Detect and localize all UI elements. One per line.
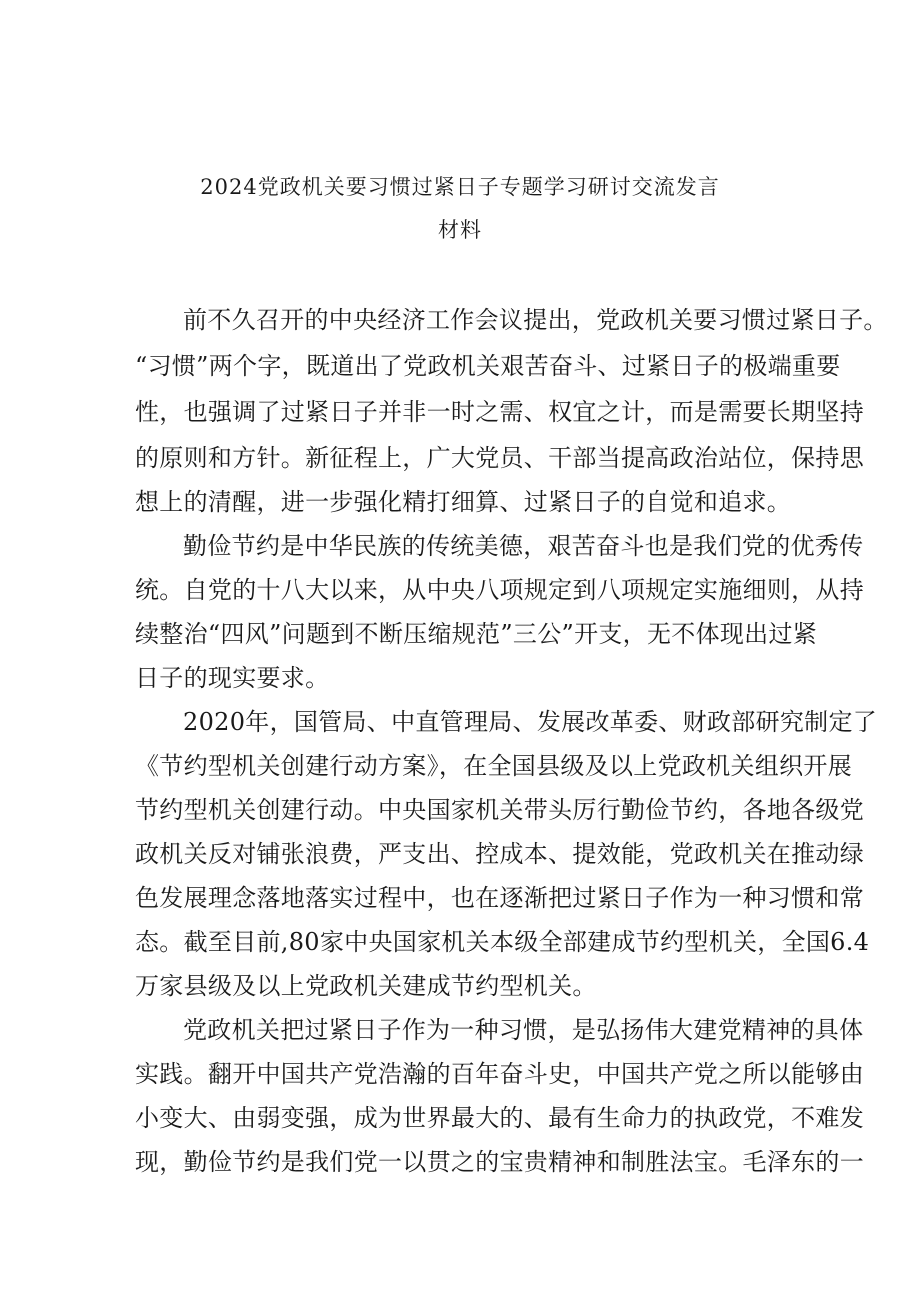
document-title-continued: 材料 — [438, 218, 482, 242]
paragraph-1-line-3: 性，也强调了过紧日子并非一时之需、权宜之计，而是需要长期坚持 — [135, 398, 864, 426]
paragraph-3-line-3: 节约型机关创建行动。中央国家机关带头厉行勤俭节约，各地各级党 — [135, 796, 864, 824]
paragraph-3-line-5: 色发展理念落地落实过程中，也在逐渐把过紧日子作为一种习惯和常 — [135, 884, 864, 912]
document-title: 2024党政机关要习惯过紧日子专题学习研讨交流发言 — [200, 175, 720, 199]
paragraph-3-line-1: 2020年，国管局、中直管理局、发展改革委、财政部研究制定了 — [183, 708, 878, 736]
paragraph-4-line-2: 实践。翻开中国共产党浩瀚的百年奋斗史，中国共产党之所以能够由 — [135, 1060, 864, 1088]
paragraph-1-line-2: “习惯”两个字，既道出了党政机关艰苦奋斗、过紧日子的极端重要 — [135, 352, 841, 380]
paragraph-3-line-2: 《节约型机关创建行动方案》，在全国县级及以上党政机关组织开展 — [135, 752, 852, 780]
paragraph-3-line-4: 政机关反对铺张浪费，严支出、控成本、提效能，党政机关在推动绿 — [135, 840, 864, 868]
paragraph-4-line-1: 党政机关把过紧日子作为一种习惯，是弘扬伟大建党精神的具体 — [183, 1016, 864, 1044]
paragraph-2-line-3: 续整治“四风”问题到不断压缩规范”三公”开支，无不体现出过紧 — [135, 620, 818, 648]
paragraph-1-line-1: 前不久召开的中央经济工作会议提出，党政机关要习惯过紧日子。 — [183, 306, 888, 334]
paragraph-2-line-1: 勤俭节约是中华民族的传统美德，艰苦奋斗也是我们党的优秀传 — [183, 532, 864, 560]
paragraph-1-line-4: 的原则和方针。新征程上，广大党员、干部当提高政治站位，保持思 — [135, 444, 864, 472]
paragraph-4-line-3: 小变大、由弱变强，成为世界最大的、最有生命力的执政党，不难发 — [135, 1104, 864, 1132]
paragraph-2-line-4: 日子的现实要求。 — [135, 664, 330, 692]
paragraph-3-line-7: 万家县级及以上党政机关建成节约型机关。 — [135, 972, 597, 1000]
paragraph-4-line-4: 现，勤俭节约是我们党一以贯之的宝贵精神和制胜法宝。毛泽东的一 — [135, 1148, 864, 1176]
paragraph-3-line-6: 态。截至目前,80家中央国家机关本级全部建成节约型机关，全国6.4 — [135, 928, 870, 956]
paragraph-2-line-2: 统。自党的十八大以来，从中央八项规定到八项规定实施细则，从持 — [135, 576, 864, 604]
paragraph-1-line-5: 想上的清醒，进一步强化精打细算、过紧日子的自觉和追求。 — [135, 488, 792, 516]
